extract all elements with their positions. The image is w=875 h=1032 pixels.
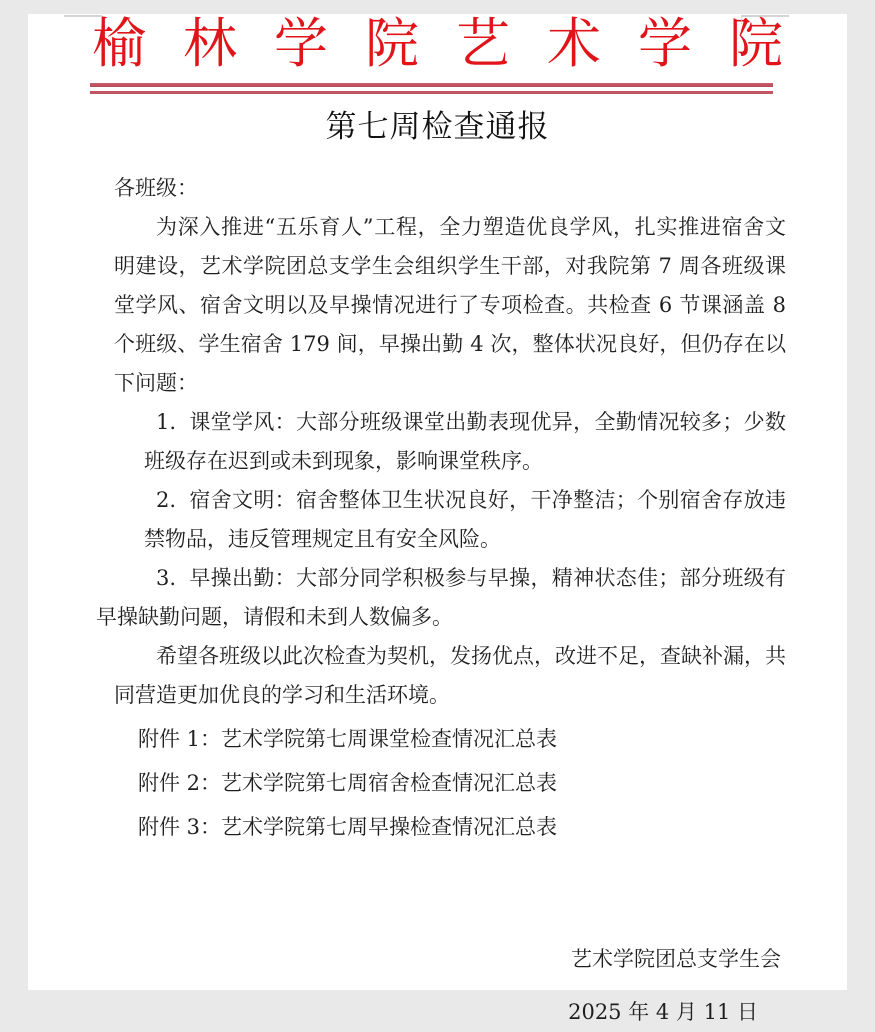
rule-bottom-line <box>90 91 773 94</box>
attachment-line-1: 附件 1：艺术学院第七周课堂检查情况汇总表 <box>138 727 558 751</box>
issue-text: 宿舍文明：宿舍整体卫生状况良好，干净整洁；个别宿舍存放违禁物品，违反管理规定且有安全风险。 <box>144 488 786 551</box>
document-page <box>28 12 847 1024</box>
document-date: 2025 年 4 月 11 日 <box>568 1000 758 1024</box>
issue-number: 1. <box>156 410 177 434</box>
issue-item-3 <box>96 559 786 637</box>
issue-text: 早操出勤：大部分同学积极参与早操，精神状态佳；部分班级有早操缺勤问题，请假和未到人数偏多。 <box>96 566 786 629</box>
closing-paragraph: 希望各班级以此次检查为契机，发扬优点，改进不足，查缺补漏，共同营造更加优良的学习和生活环境。 <box>114 644 786 707</box>
issue-number: 2. <box>156 488 177 512</box>
attachment-line-3: 附件 3：艺术学院第七周早操检查情况汇总表 <box>138 815 558 839</box>
intro-paragraph: 为深入推进“五乐育人”工程，全力塑造优良学风，扎实推进宿舍文明建设，艺术学院团总支学生会组织学生干部，对我院第 7 周各班级课堂学风、宿舍文明以及早操情况进行了专项检查。共检查 6 节课涵盖 8 个班级、学生宿舍 179 间，早操出勤 4 次，整体状况良好，但仍存在以下问题： <box>114 215 786 395</box>
scan-artifact-left <box>64 15 102 24</box>
document-title: 第七周检查通报 <box>325 109 550 145</box>
attachment-line-2: 附件 2：艺术学院第七周宿舍检查情况汇总表 <box>138 771 558 795</box>
letterhead-title: 榆林学院艺术学院 <box>92 12 820 75</box>
issue-number: 3. <box>156 566 177 590</box>
issue-item-1 <box>144 403 786 481</box>
issue-item-2 <box>144 481 786 559</box>
salutation: 各班级： <box>114 176 198 200</box>
letterhead-double-rule <box>90 83 773 94</box>
issuing-org-signature: 艺术学院团总支学生会 <box>571 947 781 971</box>
issue-text: 课堂学风：大部分班级课堂出勤表现优异，全勤情况较多；少数班级存在迟到或未到现象，影响课堂秩序。 <box>144 410 786 473</box>
scan-artifact-right <box>741 15 789 24</box>
document-body <box>96 169 786 847</box>
